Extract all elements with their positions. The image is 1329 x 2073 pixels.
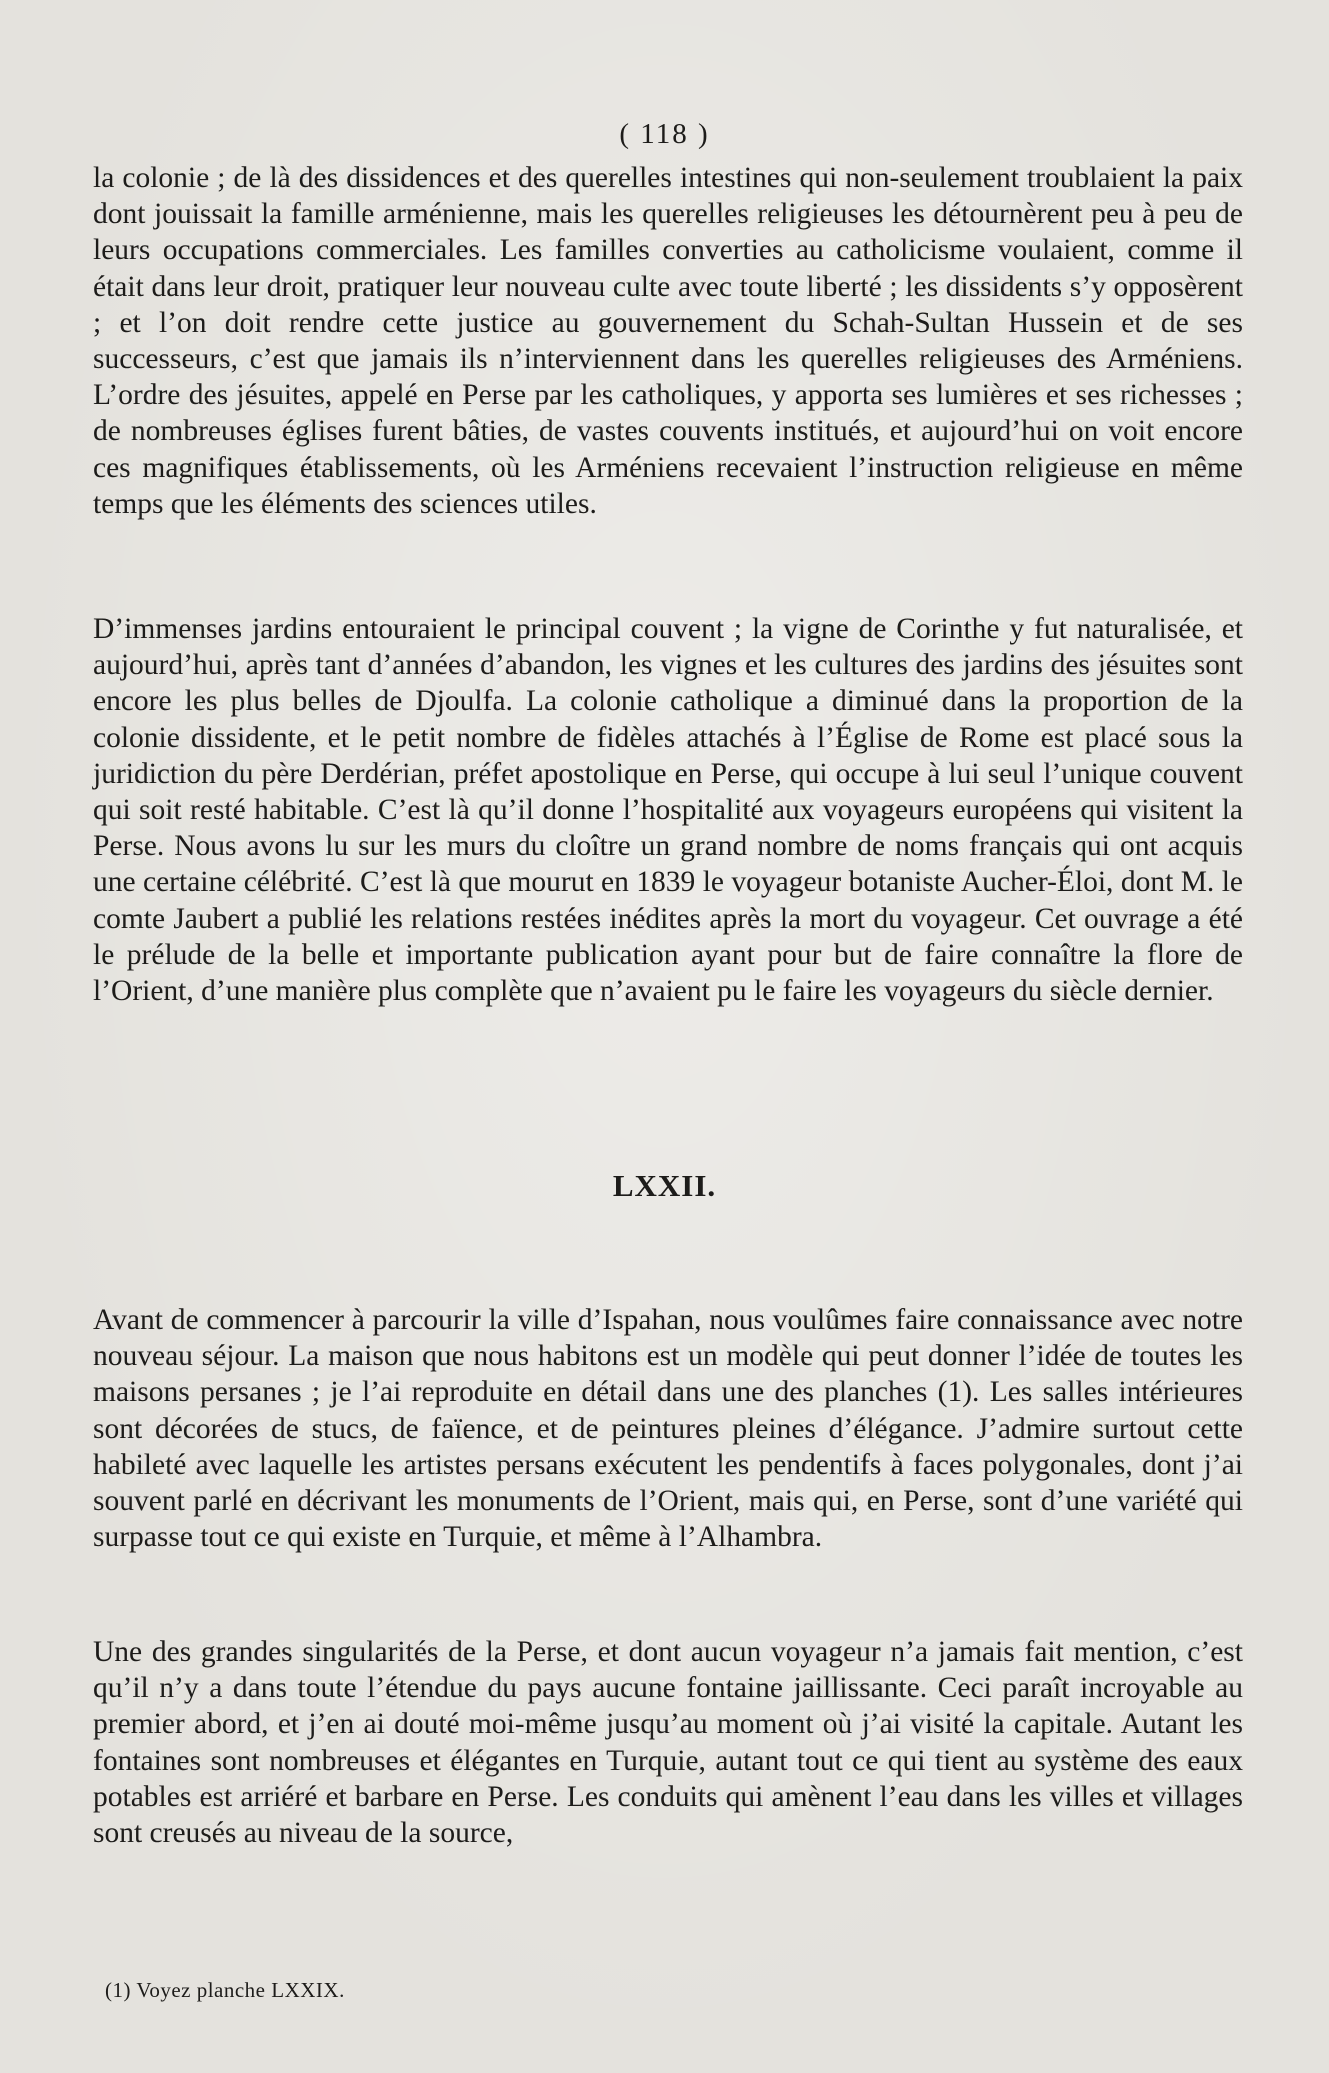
paragraph xyxy=(93,160,1243,522)
section-heading: LXXII. xyxy=(612,1168,717,1203)
paragraph xyxy=(93,1634,1243,1851)
paragraph xyxy=(93,611,1243,1009)
paragraph-text: la colonie ; de là des dissidences et des querelles intestines qui non-seulement troublaient la paix dont jouissait la famille arménienne, mais les querelles religieuses les détournèrent peu à peu de leurs occupations commerciales. Les familles converties au catholicisme voulaient, comme il était dans leur droit, pratiquer leur nouveau culte avec toute liberté ; les dissidents s’y opposèrent ; et l’on doit rendre cette justice au gouvernement du Schah-Sultan Hussein et de ses successeurs, c’est que jamais ils n’interviennent dans les querelles religieuses des Arméniens. L’ordre des jésuites, appelé en Perse par les catholiques, y apporta ses lumières et ses richesses ; de nombreuses églises furent bâties, de vastes couvents institués, et aujourd’hui on voit encore ces magnifiques établissements, où les Arméniens recevaient l’instruction religieuse en même temps que les éléments des sciences utiles. xyxy=(93,162,1243,520)
page-number: ( 118 ) xyxy=(619,118,710,150)
footnote: (1) Voyez planche LXXIX. xyxy=(105,1978,345,2002)
paragraph-text: Une des grandes singularités de la Perse, et dont aucun voyageur n’a jamais fait mention, c’est qu’il n’y a dans toute l’étendue du pays aucune fontaine jaillissante. Ceci paraît incroyable au premier abord, et j’en ai douté moi-même jusqu’au moment où j’ai visité la capitale. Autant les fontaines sont nombreuses et élégantes en Turquie, autant tout ce qui tient au système des eaux potables est arriéré et barbare en Perse. Les conduits qui amènent l’eau dans les villes et villages sont creusés au niveau de la source, xyxy=(93,1636,1243,1850)
paragraph xyxy=(93,1302,1243,1555)
paragraph-text: D’immenses jardins entouraient le principal couvent ; la vigne de Corinthe y fut naturalisée, et aujourd’hui, après tant d’années d’abandon, les vignes et les cultures des jardins des jésuites sont encore les plus belles de Djoulfa. La colonie catholique a diminué dans la proportion de la colonie dissidente, et le petit nombre de fidèles attachés à l’Église de Rome est placé sous la juridiction du père Derdérian, préfet apostolique en Perse, qui occupe à lui seul l’unique couvent qui soit resté habitable. C’est là qu’il donne l’hospitalité aux voyageurs européens qui visitent la Perse. Nous avons lu sur les murs du cloître un grand nombre de noms français qui ont acquis une certaine célébrité. C’est là que mourut en 1839 le voyageur botaniste Aucher-Éloi, dont M. le comte Jaubert a publié les relations restées inédites après la mort du voyageur. Cet ouvrage a été le prélude de la belle et importante publication ayant pour but de faire connaître la flore de l’Orient, d’une manière plus complète que n’avaient pu le faire les voyageurs du siècle dernier. xyxy=(93,613,1243,1008)
paragraph-text: Avant de commencer à parcourir la ville d’Ispahan, nous voulûmes faire connaissance avec notre nouveau séjour. La maison que nous habitons est un modèle qui peut donner l’idée de toutes les maisons persanes ; je l’ai reproduite en détail dans une des planches (1). Les salles intérieures sont décorées de stucs, de faïence, et de peintures pleines d’élégance. J’admire surtout cette habileté avec laquelle les artistes persans exécutent les pendentifs à faces polygonales, dont j’ai souvent parlé en décrivant les monuments de l’Orient, mais qui, en Perse, sont d’une variété qui surpasse tout ce qui existe en Turquie, et même à l’Alhambra. xyxy=(93,1304,1243,1554)
